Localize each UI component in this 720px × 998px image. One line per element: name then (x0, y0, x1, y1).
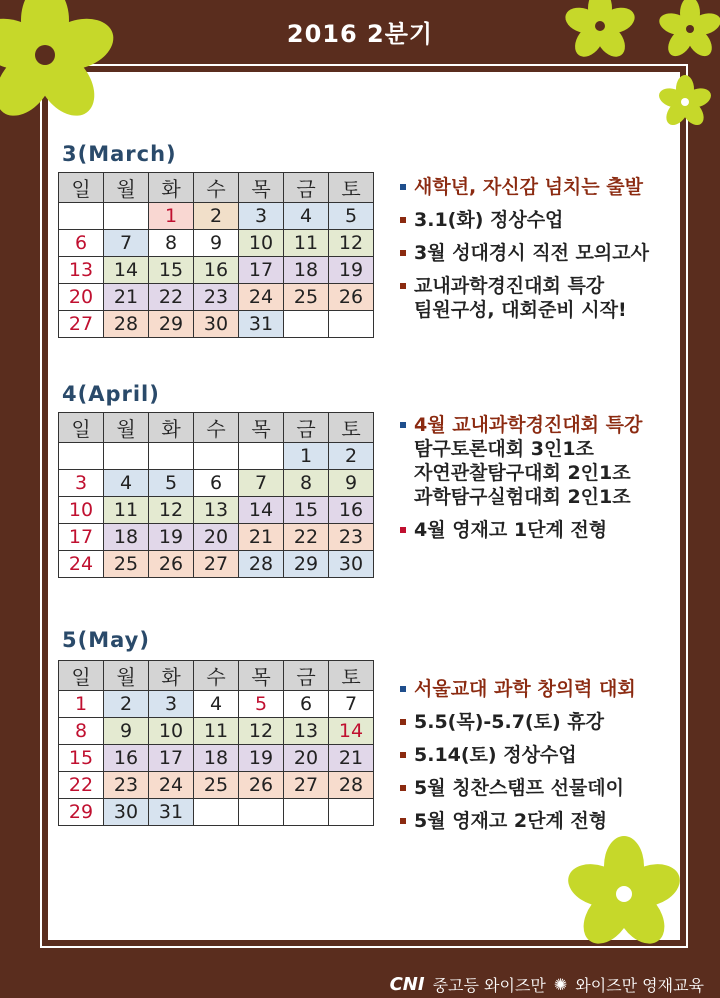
calendar-day-cell: 19 (329, 257, 374, 284)
event-item (398, 809, 698, 833)
calendar-day-cell: 20 (284, 745, 329, 772)
calendar-day-cell: 8 (149, 230, 194, 257)
calendar-day-cell: 13 (284, 718, 329, 745)
calendar-week-row (59, 745, 374, 772)
calendar-week-row (59, 470, 374, 497)
calendar-day-cell: 22 (59, 772, 104, 799)
calendar-week-row (59, 691, 374, 718)
calendar-week-row (59, 284, 374, 311)
calendar-day-cell: 1 (149, 203, 194, 230)
calendar-day-cell: 28 (104, 311, 149, 338)
calendar-day-cell: 1 (59, 691, 104, 718)
month-label: 3(March) (62, 142, 177, 166)
calendar-day-cell: 3 (59, 470, 104, 497)
weekday-header-row (59, 413, 374, 443)
event-item (398, 208, 698, 232)
calendar-day-cell: 20 (194, 524, 239, 551)
calendar-day-cell: 27 (284, 772, 329, 799)
calendar-day-cell: 22 (284, 524, 329, 551)
calendar-day-cell: 29 (149, 311, 194, 338)
calendar-day-cell: 27 (194, 551, 239, 578)
event-subtext: 탐구토론대회 3인1조 (414, 438, 594, 460)
weekday-header-cell: 일 (59, 661, 104, 691)
calendar-day-cell: 2 (329, 443, 374, 470)
calendar-week-row (59, 497, 374, 524)
calendar-day-cell: 17 (239, 257, 284, 284)
calendar-day-cell: 17 (59, 524, 104, 551)
calendar-day-cell: 23 (104, 772, 149, 799)
event-item (398, 518, 698, 542)
calendar-day-cell: 14 (329, 718, 374, 745)
event-text: 5월 칭찬스탬프 선물데이 (414, 777, 624, 799)
event-item (398, 413, 698, 509)
month-label: 4(April) (62, 382, 160, 406)
bullet-icon (400, 719, 406, 725)
calendar-day-cell: 9 (194, 230, 239, 257)
calendar-day-cell: 31 (149, 799, 194, 826)
weekday-header-cell: 목 (239, 173, 284, 203)
calendar-day-cell: 30 (194, 311, 239, 338)
calendar-day-cell: 27 (59, 311, 104, 338)
calendar-table (58, 412, 374, 578)
calendar-day-cell: 1 (284, 443, 329, 470)
calendar-day-cell (329, 311, 374, 338)
calendar-day-cell: 28 (239, 551, 284, 578)
event-text: 4월 교내과학경진대회 특강 (414, 414, 643, 436)
calendar-day-cell: 18 (194, 745, 239, 772)
weekday-header-cell: 화 (149, 413, 194, 443)
event-list (398, 413, 698, 551)
bullet-icon (400, 686, 406, 692)
sun-icon: ✺ (553, 975, 568, 994)
flower-icon (0, 0, 120, 130)
event-list (398, 677, 698, 842)
calendar-day-cell: 21 (104, 284, 149, 311)
calendar-week-row (59, 718, 374, 745)
calendar-day-cell: 21 (239, 524, 284, 551)
calendar-week-row (59, 203, 374, 230)
calendar-day-cell: 29 (284, 551, 329, 578)
event-text: 5월 영재고 2단계 전형 (414, 810, 608, 832)
calendar-day-cell: 9 (104, 718, 149, 745)
event-item (398, 743, 698, 767)
calendar-day-cell: 25 (194, 772, 239, 799)
event-text: 3.1(화) 정상수업 (414, 209, 564, 231)
weekday-header-cell: 일 (59, 413, 104, 443)
calendar-day-cell: 5 (149, 470, 194, 497)
event-item (398, 274, 698, 322)
calendar-day-cell: 15 (59, 745, 104, 772)
calendar-day-cell: 19 (149, 524, 194, 551)
calendar-day-cell: 16 (104, 745, 149, 772)
calendar-day-cell: 12 (149, 497, 194, 524)
calendar-day-cell: 30 (104, 799, 149, 826)
flower-icon (562, 832, 686, 956)
calendar-day-cell: 20 (59, 284, 104, 311)
calendar-day-cell: 17 (149, 745, 194, 772)
calendar-day-cell: 23 (329, 524, 374, 551)
calendar-day-cell: 23 (194, 284, 239, 311)
calendar-day-cell: 16 (329, 497, 374, 524)
calendar-day-cell: 3 (149, 691, 194, 718)
calendar-day-cell: 31 (239, 311, 284, 338)
weekday-header-cell: 목 (239, 413, 284, 443)
weekday-header-cell: 화 (149, 173, 194, 203)
calendar-day-cell (284, 799, 329, 826)
event-item (398, 677, 698, 701)
weekday-header-cell: 수 (194, 413, 239, 443)
calendar-day-cell: 12 (329, 230, 374, 257)
calendar-day-cell: 6 (59, 230, 104, 257)
calendar-day-cell: 15 (284, 497, 329, 524)
event-text: 새학년, 자신감 넘치는 출발 (414, 176, 643, 198)
calendar-day-cell: 10 (59, 497, 104, 524)
calendar-day-cell: 16 (194, 257, 239, 284)
weekday-header-cell: 금 (284, 173, 329, 203)
event-item (398, 776, 698, 800)
calendar-day-cell: 8 (59, 718, 104, 745)
calendar-day-cell: 19 (239, 745, 284, 772)
calendar-day-cell: 26 (149, 551, 194, 578)
weekday-header-row (59, 661, 374, 691)
calendar-day-cell (194, 799, 239, 826)
calendar-day-cell (104, 443, 149, 470)
weekday-header-cell: 목 (239, 661, 284, 691)
calendar-day-cell (194, 443, 239, 470)
calendar-day-cell: 26 (239, 772, 284, 799)
calendar-day-cell: 18 (284, 257, 329, 284)
calendar-week-row (59, 524, 374, 551)
weekday-header-cell: 토 (329, 413, 374, 443)
calendar-day-cell: 5 (329, 203, 374, 230)
footer-left-text: 중고등 와이즈만 (432, 976, 546, 995)
calendar-day-cell: 15 (149, 257, 194, 284)
calendar-day-cell (59, 203, 104, 230)
calendar-day-cell: 7 (104, 230, 149, 257)
calendar-day-cell: 6 (194, 470, 239, 497)
calendar-week-row (59, 311, 374, 338)
calendar-day-cell (284, 311, 329, 338)
bullet-icon (400, 283, 406, 289)
event-text: 5.5(목)-5.7(토) 휴강 (414, 711, 604, 733)
flower-icon (655, 0, 720, 64)
weekday-header-cell: 금 (284, 413, 329, 443)
flower-icon (655, 72, 715, 132)
calendar-day-cell: 7 (329, 691, 374, 718)
calendar-day-cell: 5 (239, 691, 284, 718)
calendar-day-cell: 13 (59, 257, 104, 284)
calendar-day-cell: 11 (104, 497, 149, 524)
event-item (398, 241, 698, 265)
month-label: 5(May) (62, 628, 150, 652)
calendar-day-cell: 24 (149, 772, 194, 799)
calendar-day-cell: 4 (104, 470, 149, 497)
calendar-day-cell: 10 (149, 718, 194, 745)
bullet-icon (400, 752, 406, 758)
calendar-week-row (59, 551, 374, 578)
weekday-header-cell: 화 (149, 661, 194, 691)
calendar-day-cell: 24 (59, 551, 104, 578)
weekday-header-cell: 월 (104, 173, 149, 203)
calendar-day-cell (329, 799, 374, 826)
weekday-header-cell: 월 (104, 413, 149, 443)
bullet-icon (400, 422, 406, 428)
calendar-day-cell: 6 (284, 691, 329, 718)
weekday-header-cell: 일 (59, 173, 104, 203)
calendar-day-cell: 8 (284, 470, 329, 497)
bullet-icon (400, 818, 406, 824)
footer (390, 973, 704, 996)
event-text: 서울교대 과학 창의력 대회 (414, 678, 636, 700)
event-item (398, 710, 698, 734)
calendar-day-cell (239, 443, 284, 470)
event-subtext: 자연관찰탐구대회 2인1조 (414, 462, 631, 484)
weekday-header-row (59, 173, 374, 203)
weekday-header-cell: 월 (104, 661, 149, 691)
calendar-day-cell: 7 (239, 470, 284, 497)
calendar-day-cell: 11 (284, 230, 329, 257)
calendar-table (58, 172, 374, 338)
calendar-day-cell: 25 (284, 284, 329, 311)
calendar-day-cell: 3 (239, 203, 284, 230)
calendar-day-cell: 11 (194, 718, 239, 745)
calendar-table (58, 660, 374, 826)
event-subtext: 팀원구성, 대회준비 시작! (414, 299, 627, 321)
weekday-header-cell: 토 (329, 173, 374, 203)
calendar-day-cell: 26 (329, 284, 374, 311)
weekday-header-cell: 수 (194, 661, 239, 691)
calendar-week-row (59, 799, 374, 826)
calendar-day-cell: 4 (284, 203, 329, 230)
event-text: 5.14(토) 정상수업 (414, 744, 577, 766)
calendar-day-cell: 22 (149, 284, 194, 311)
flower-icon (560, 0, 640, 66)
calendar-day-cell: 14 (239, 497, 284, 524)
weekday-header-cell: 금 (284, 661, 329, 691)
event-text: 교내과학경진대회 특강 (414, 275, 605, 297)
page-title: 2016 2분기 (286, 20, 434, 48)
weekday-header-cell: 토 (329, 661, 374, 691)
bullet-icon (400, 785, 406, 791)
bullet-icon (400, 527, 406, 533)
bullet-icon (400, 184, 406, 190)
calendar-week-row (59, 443, 374, 470)
event-text: 4월 영재고 1단계 전형 (414, 519, 608, 541)
calendar-day-cell: 2 (104, 691, 149, 718)
bullet-icon (400, 250, 406, 256)
calendar-day-cell: 10 (239, 230, 284, 257)
calendar-day-cell: 25 (104, 551, 149, 578)
calendar-week-row (59, 772, 374, 799)
calendar-day-cell (239, 799, 284, 826)
calendar-day-cell: 2 (194, 203, 239, 230)
calendar-day-cell: 13 (194, 497, 239, 524)
calendar-week-row (59, 230, 374, 257)
bullet-icon (400, 217, 406, 223)
calendar-day-cell (149, 443, 194, 470)
calendar-day-cell: 28 (329, 772, 374, 799)
calendar-day-cell: 14 (104, 257, 149, 284)
event-list (398, 175, 698, 331)
calendar-day-cell (104, 203, 149, 230)
weekday-header-cell: 수 (194, 173, 239, 203)
calendar-day-cell: 24 (239, 284, 284, 311)
footer-right-text: 와이즈만 영재교육 (575, 976, 704, 995)
event-item (398, 175, 698, 199)
calendar-day-cell: 12 (239, 718, 284, 745)
calendar-day-cell: 9 (329, 470, 374, 497)
event-text: 3월 성대경시 직전 모의고사 (414, 242, 649, 264)
calendar-day-cell: 30 (329, 551, 374, 578)
calendar-day-cell: 18 (104, 524, 149, 551)
cni-logo: CNI (389, 974, 425, 995)
calendar-day-cell (59, 443, 104, 470)
event-subtext: 과학탐구실험대회 2인1조 (414, 486, 631, 508)
calendar-week-row (59, 257, 374, 284)
calendar-day-cell: 4 (194, 691, 239, 718)
calendar-day-cell: 29 (59, 799, 104, 826)
calendar-day-cell: 21 (329, 745, 374, 772)
